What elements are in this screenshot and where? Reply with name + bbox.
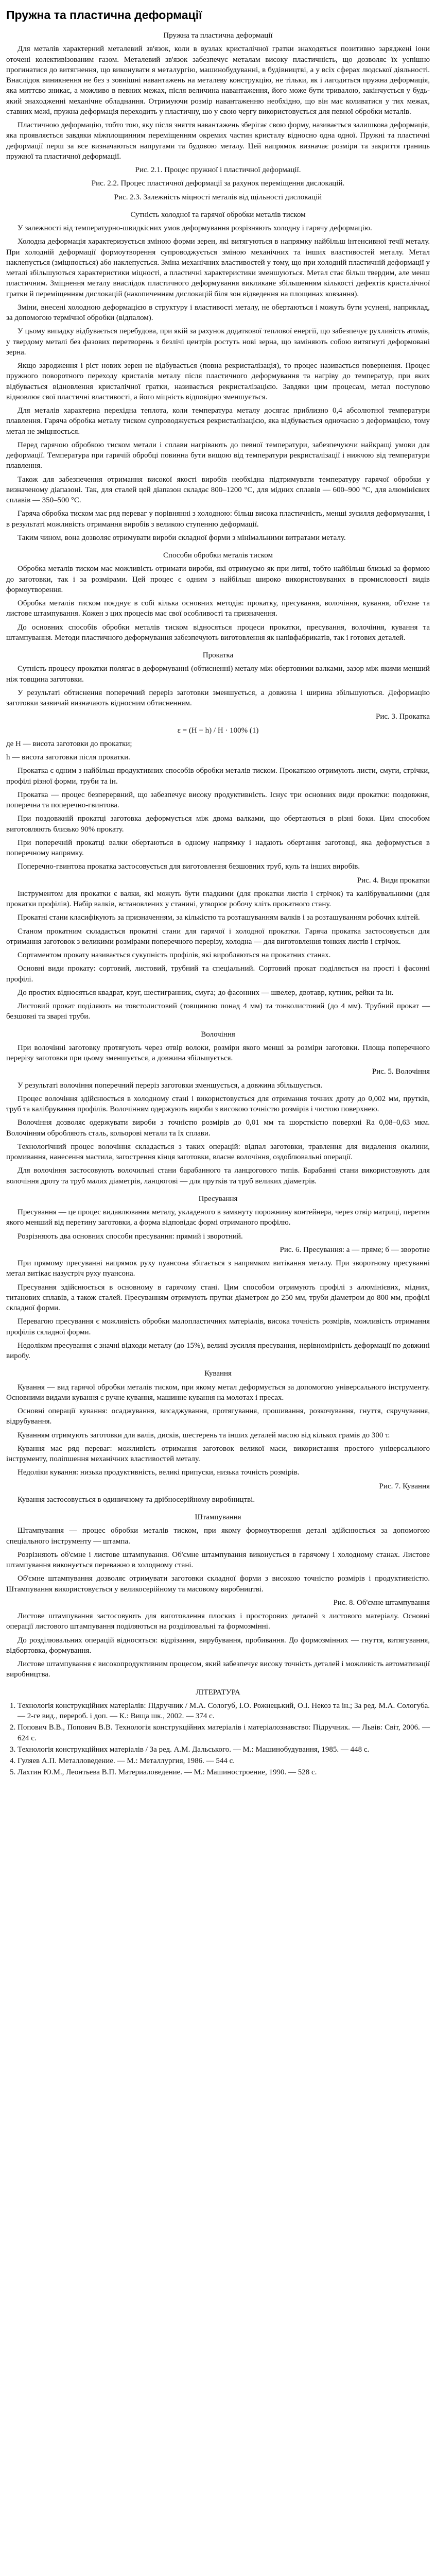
paragraph: Листовий прокат поділяють на товстолистовий (товщиною понад 4 мм) та тонколистовий (до 4 мм). Трубний прокат — безшовні та зварні труби. [6, 1002, 430, 1021]
paragraph: Інструментом для прокатки є валки, які можуть бути гладкими (для прокатки листів і стрічок) та калібрувальними (для прокатки профілів). Набір валків, встановлених у станині, утворює робочу кліть прокатного стану. [6, 889, 430, 909]
reference-item: 4. Гуляев А.П. Металловедение. — М.: Металлургия, 1986. — 544 с. [18, 1756, 430, 1766]
paragraph: Гаряча обробка тиском має ряд переваг у порівнянні з холодною: більш висока пластичність, менші зусилля деформування, і в результаті можливість отримання виробів з великою ступенню деформації. [6, 510, 430, 529]
formula-text: ε = (H − h) / H · 100% [177, 726, 248, 735]
paragraph: Зміни, внесені холодною деформацією в структуру і властивості металу, не обертаються і можуть бути усунені, наприклад, за допомогою термічної обробки (відпалом). [6, 303, 430, 323]
paragraph: Пресування здійснюється в основному в гарячому стані. Цим способом отримують профілі з алюмінієвих, мідних, титанових сплавів, а також сталей. Пресуванням отримують прутки діаметром до 250 мм, труби діаметром до 800 мм, профілі складної форми. [6, 1283, 430, 1313]
paragraph: Для волочіння застосовують волочильні стани барабанного та ланцюгового типів. Барабанні стани використовують для волочіння дроту та труб малих діаметрів, ланцюгові — для прутків та труб великих діаметрів. [6, 1166, 430, 1185]
figure-caption: Рис. 5. Волочіння [372, 1067, 430, 1076]
paragraph: При поздовжній прокатці заготовка деформується між двома валками, що обертаються в різні боки. Цим способом виготовляють близько 90% прокату. [6, 815, 430, 834]
paragraph: Прокатка є одним з найбільш продуктивних способів обробки металів тиском. Прокаткою отримують листи, смуги, стрічки, профілі різної форми, труби та ін. [6, 767, 430, 786]
paragraph: Сортаментом прокату називається сукупність профілів, які виробляються на прокатних станах. [18, 951, 331, 960]
figure-caption: Рис. 2.1. Процес пружної і пластичної деформації. [135, 166, 301, 175]
paragraph: У результаті обтиснення поперечний переріз заготовки зменшується, а довжина і ширина збільшуються. Деформацію заготовки зазвичай визначають відносним обтисненням. [6, 688, 430, 708]
paragraph: Кування — вид гарячої обробки металів тиском, при якому метал деформується за допомогою універсального інструменту. Основними видами кування є ручне кування, машинне кування на молотах і пресах. [6, 1383, 430, 1402]
section-stamping [6, 1512, 430, 1680]
paragraph: Пресування — це процес видавлювання металу, укладеного в замкнуту порожнину контейнера, через отвір матриці, перетин якого менший від перетину заготовки, а форма відповідає формі отриманого профілю. [6, 1208, 430, 1227]
paragraph: Технологічний процес волочіння складається з таких операцій: відпал заготовки, травлення для видалення окалини, промивання, нанесення мастила, загострення кінця заготовки, власне волочіння, оздоблювальні операції. [6, 1142, 430, 1162]
formula-note: де H — висота заготовки до прокатки; [6, 739, 132, 748]
section-heading: Пресування [198, 1194, 238, 1203]
paragraph: Прокатні стани класифікують за призначенням, за кількістю та розташуванням валків і за розташуванням робочих клітей. [18, 913, 420, 922]
paragraph: Куванням отримують заготовки для валів, дисків, шестерень та інших деталей масою від кількох грамів до 300 т. [18, 1431, 390, 1439]
paragraph: Обробка металів тиском має можливість отримати вироби, які отримуємо як при литві, тобто найбільш близькі за формою до заготовки, так і за розмірами. Цей процес є одним з найбільш широко використовуваних в промисловості видів формоутворення. [6, 565, 430, 594]
paragraph: Недоліком пресування є значні відходи металу (до 15%), великі зусилля пресування, нерівномірність деформації по довжині виробу. [6, 1341, 430, 1361]
section-hot-cold [6, 210, 430, 543]
paragraph: Штампування — процес обробки металів тиском, при якому формоутворення деталі здійснюється за допомогою спеціального інструменту — штампа. [6, 1527, 430, 1546]
figure-caption: Рис. 3. Прокатка [376, 713, 430, 721]
paragraph: Обробка металів тиском поєднує в собі кілька основних методів: прокатку, пресування, волочіння, кування, об'ємне та листове штампування. Кожен з цих процесів має свої особливості та призначення. [6, 599, 430, 618]
paragraph: До основних способів обробки металів тиском відносяться процеси прокатки, пресування, волочіння, кування та штампування. Методи пластичного деформування забезпечують виготовлення як напівфабрикатів, так і готових деталей. [6, 623, 430, 642]
paragraph: Також для забезпечення отримання високої якості виробів необхідна підтримувати температуру гарячої обробки у визначеному діапазоні. Так, для сталей цей діапазон складає 800–1200 °C, для мідних сплавів — 600–900 °C, для алюмінієвих сплавів — 350–500 °C. [6, 475, 430, 505]
paragraph: Таким чином, вона дозволяє отримувати вироби складної форми з мінімальними витратами металу. [18, 533, 346, 542]
paragraph: Перевагою пресування є можливість обробки малопластичних матеріалів, висока точність розмірів, можливість отримання профілів складної форми. [6, 1317, 430, 1336]
figure-caption: Рис. 6. Пресування: а — пряме; б — зворотне [280, 1245, 430, 1254]
formula-note: h — висота заготовки після прокатки. [6, 753, 130, 762]
section-drawing [6, 1029, 430, 1187]
paragraph: Процес волочіння здійснюється в холодному стані і використовується для отримання точних дроту до 0,002 мм, прутків, труб та калібрування профілів. Волочінням одержують вироби з високою точністю розмірів і чистою поверхнею. [6, 1094, 430, 1114]
paragraph: При прямому пресуванні напрямок руху пуансона збігається з напрямком витікання металу. При зворотному пресуванні метал витікає назустріч руху пуансона. [6, 1259, 430, 1278]
paragraph: Листове штампування є високопродуктивним процесом, який забезпечує високу точність деталей і можливість автоматизації виробництва. [6, 1660, 430, 1679]
paragraph: Холодна деформація характеризується зміною форми зерен, які витягуються в напрямку найбільш інтенсивної течії металу. При холодній деформації формоутворення супроводжується зміною механічних та інших властивостей металу. Метал наклепується (зміцнюється) або наклепується. Зміна механічних властивостей у тому, що при холодній пластичній деформації у металі збільшуються характеристики міцності, а пластичні характеристики зменшуються. Метал стає більш твердим, але менш пластичним. Зміцнення металу внаслідок пластичного деформування викликане збільшенням кількості дефектів кристалічної гратки й переміщенням дислокацій (накопиченням дислокацій біля зон відведення на площинах ковзання). [6, 238, 430, 298]
paragraph: Листове штампування застосовують для виготовлення плоских і просторових деталей з листового матеріалу. Основні операції листового штампування поділяються на розділювальні та формозмінні. [6, 1612, 430, 1631]
paragraph: У залежності від температурно-швидкісних умов деформування розрізняють холодну і гарячу деформацію. [18, 224, 372, 233]
references-list [6, 1701, 430, 1778]
reference-item: 5. Лахтин Ю.М., Леонтьева В.П. Материаловедение. — М.: Машиностроение, 1990. — 528 с. [18, 1767, 430, 1777]
paragraph: Основні операції кування: осаджування, висаджування, протягування, прошивання, розкочування, гнуття, скручування, відрубування. [6, 1407, 430, 1426]
reference-item: 3. Технологія конструкційних матеріалів / За ред. А.М. Дальського. — М.: Машинобудування, 1985. — 448 с. [18, 1744, 430, 1755]
reference-item: 2. Попович В.В., Попович В.В. Технологія конструкційних матеріалів і матеріалознавство: Підручник. — Львів: Світ, 2006. — 624 с. [18, 1722, 430, 1743]
paragraph: Основні види прокату: сортовий, листовий, трубний та спеціальний. Сортовий прокат поділяється на прості і фасонні профілі. [6, 964, 430, 984]
section-heading: Штампування [195, 1513, 241, 1522]
section-pressing [6, 1194, 430, 1362]
paragraph: У цьому випадку відбувається перебудова, при якій за рахунок додаткової теплової енергії, що забезпечує рухливість атомів, у твердому металі без фазових перетворень з безлічі центрів ростуть нові зерна, що заміняють собою витягнуті деформовані зерна. [6, 327, 430, 357]
paragraph: Недоліки кування: низька продуктивність, великі припуски, низька точність розмірів. [18, 1468, 300, 1477]
references [6, 1687, 430, 1778]
paragraph: Волочіння дозволяє одержувати вироби з точністю розмірів до 0,01 мм та шорсткістю поверхні Ra 0,08–0,63 мкм. Волочінням обробляють сталь, кольорові метали та їх сплави. [6, 1118, 430, 1138]
paragraph: Для металів характерна перехідна теплота, коли температура металу досягає приблизно 0,4 абсолютної температури плавлення. Гаряча обробка металу тиском супроводжується рекристалізацією, яка відбувається одночасно з деформацією, тому метал не зміцнюється. [6, 406, 430, 436]
section-forging [6, 1368, 430, 1505]
paragraph: До розділювальних операцій відносяться: відрізання, вирубування, пробивання. До формозмінних — гнуття, витягування, відбортовка, формування. [6, 1636, 430, 1655]
figure-caption: Рис. 2.3. Залежність міцності металів від щільності дислокацій [114, 193, 322, 201]
figure-caption: Рис. 2.2. Процес пластичної деформації за рахунок переміщення дислокацій. [91, 179, 345, 188]
paragraph: Розрізняють два основних способи пресування: прямий і зворотний. [18, 1232, 243, 1241]
paragraph: Якщо зародження і ріст нових зерен не відбувається (повна рекристалізація), то процес називається повернення. Процес пружного поворотного переходу кристалів металу після пластичного деформування та нагріву до температур, при яких відбувається відновлення кристалічної гратки, називається рекристалізацією. Завдяки цим процесам, метал поступово відновлює свої пластичні властивості, а його міцність відповідно зменшується. [6, 362, 430, 401]
paragraph: Поперечно-гвинтова прокатка застосовується для виготовлення безшовних труб, куль та інших виробів. [18, 862, 360, 871]
section-rolling [6, 650, 430, 1022]
paragraph: При поперечній прокатці валки обертаються в одному напрямку і надають обертання заготовці, яка деформується в поперечному напрямку. [6, 838, 430, 858]
figure-caption: Рис. 7. Кування [379, 1482, 430, 1490]
paragraph: Пластичною деформацію, тобто тою, яку після зняття навантажень зберігає свою форму, називається залишкова деформація, яка проявляється завдяки міжплощинним переміщенням окремих частин кристалу відносно одна одної. Пружні та пластичні деформації перш за все визначаються напругами та будовою металу. Цей напрямок визначає розміри та закриття границь пружної та пластичної деформації. [6, 121, 430, 161]
paragraph: Сутність процесу прокатки полягає в деформуванні (обтисненні) металу між обертовими валками, зазор між якими менший ніж товщина заготовки. [6, 665, 430, 684]
references-heading: ЛІТЕРАТУРА [196, 1688, 240, 1697]
figure-caption: Рис. 4. Види прокатки [357, 876, 430, 885]
section-heading: Сутність холодної та гарячої обробки металів тиском [130, 210, 306, 219]
reference-item: 1. Технологія конструкційних матеріалів: Підручник / М.А. Сологуб, І.О. Рожнецький, О.І. Некоз та ін.; За ред. М.А. Сологуба. — 2-ге вид., перероб. і доп. — К.: Вища шк., 2002. — 374 с. [18, 1701, 430, 1722]
paragraph: Перед гарячою обробкою тиском метали і сплави нагрівають до певної температури, забезпечуючи найкращі умови для деформації. Температура при гарячій обробці повинна бути вищою від температури рекристалізації і нижчою від температури плавлення. [6, 440, 430, 470]
paragraph: Прокатка — процес безперервний, що забезпечує високу продуктивність. Існує три основних види прокатки: поздовжня, поперечна та поперечно-гвинтова. [6, 790, 430, 810]
paragraph: Для металів характерний металевий зв'язок, коли в вузлах кристалічної гратки знаходяться позитивно заряджені іони оточені колективізованим газом. Металевий зв'язок забезпечує металам високу пластичність, що дозволяє їх успішно прогинатися до витягнення, що виконувати я металургію, машинобудуванні, в будівництві, а у всіх сферах людської діяльності. Внаслідок виникнення не без з зовнішні навантажень на металеву конструкцію, не тільки, як і лагодиться пружна деформація, яка миттєво зникає, а можливо в певних межах, після величина навантаження, його може бути тривалою, закінчується у будь-який знаходженні механічне обладнання. Отримуючи розмір навантаженню необхідно, що він має коливатися у тих межах, ставних межі, пружна деформація переходить у пластичну, шо у свою чергу використовується для певної обробки металів. [6, 45, 430, 116]
paragraph: При волочінні заготовку протягують через отвір волоки, розміри якого менші за розміри заготовки. Площа поперечного перерізу заготовки при цьому зменшується, а довжина збільшується. [6, 1043, 430, 1063]
section-heading: Пружна та пластична деформації [163, 31, 273, 40]
paragraph: До простих відносяться квадрат, круг, шестигранник, смуга; до фасонних — швелер, двотавр, кутник, рейки та ін. [18, 988, 394, 997]
section-intro [6, 30, 430, 162]
paragraph: Кування застосовується в одиничному та дрібносерійному виробництві. [18, 1495, 255, 1504]
page-title: Пружна та пластична деформації [6, 8, 202, 22]
formula-number: (1) [249, 726, 259, 735]
paragraph: Об'ємне штампування дозволяє отримувати заготовки складної форми з високою точністю розмірів і продуктивністю. Штампування використовується у великосерійному та масовому виробництві. [6, 1574, 430, 1594]
formula [6, 725, 430, 736]
section-heading: Способи обробки металів тиском [163, 551, 273, 560]
section-methods [6, 550, 430, 643]
figure-caption: Рис. 8. Об'ємне штампування [333, 1598, 430, 1607]
section-heading: Волочіння [201, 1030, 235, 1039]
paragraph: Розрізняють об'ємне і листове штампування. Об'ємне штампування виконується в гарячому і холодному станах. Листове штампування виконується переважно в холодному стані. [6, 1550, 430, 1570]
section-heading: Прокатка [202, 651, 234, 660]
paragraph: У результаті волочіння поперечний переріз заготовки зменшується, а довжина збільшується. [18, 1081, 323, 1090]
section-heading: Кування [204, 1369, 232, 1378]
paragraph: Станом прокатним складається прокатні стани для гарячої і холодної прокатки. Гаряча прокатка застосовується для отримання заготовок з великими розмірами поперечного перерізу, холодна — для виготовлення тонких листів і стрічок. [6, 927, 430, 946]
paragraph: Кування має ряд переваг: можливість отримання заготовок великої маси, використання простого універсального інструменту, поліпшення механічних властивостей металу. [6, 1444, 430, 1464]
